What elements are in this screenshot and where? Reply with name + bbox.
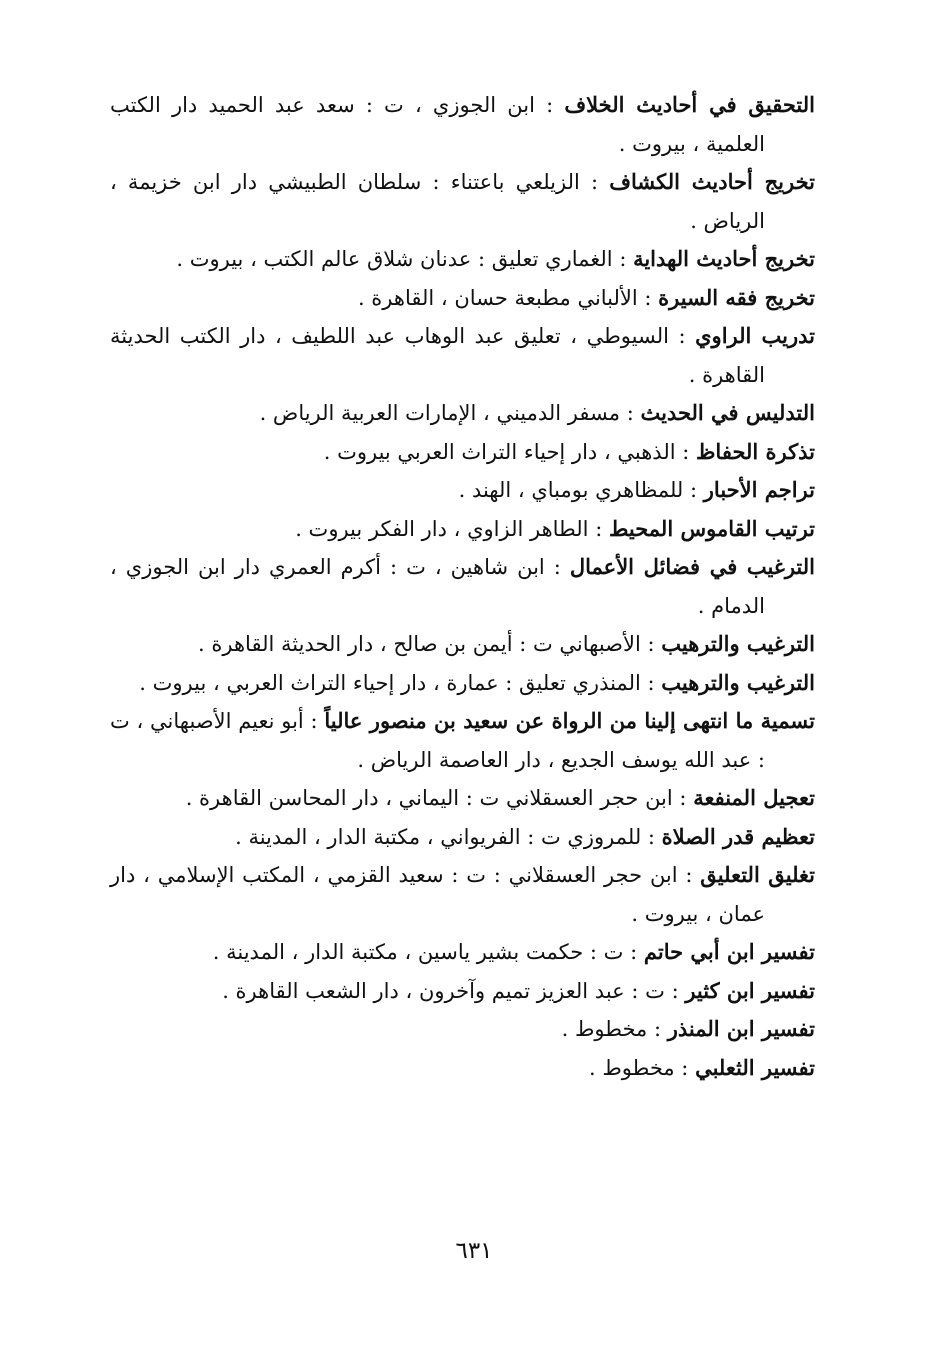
entry-title: التدليس في الحديث [640,400,815,425]
bibliography-entry [110,394,815,433]
entry-separator: : [640,670,662,695]
entry-body: السيوطي ، تعليق عبد الوهاب عبد اللطيف ، دار الكتب الحديثة القاهرة . [110,324,765,387]
bibliography-entry [110,664,815,703]
entry-title: الترغيب في فضائل الأعمال [569,554,815,579]
bibliography-entry [110,317,815,394]
bibliography-entry [110,856,815,933]
bibliography-entry [110,548,815,625]
entry-title: تدريب الراوي [695,323,815,348]
entry-separator: : [647,1017,668,1041]
entry-separator: : [641,824,662,849]
entry-title: تفسير ابن أبي حاتم [643,939,815,964]
entry-body: ابن حجر العسقلاني ت : اليماني ، دار المحاسن القاهرة . [185,786,673,810]
entry-body: للمروزي ت : الفريواني ، مكتبة الدار ، المدينة . [235,824,642,849]
entry-body: ابن شاهين ، ت : أكرم العمري دار ابن الجوزي ، الدمام . [110,555,765,618]
entry-body: ابن حجر العسقلاني : ت : سعيد القزمي ، المكتب الإسلامي ، دار عمان ، بيروت . [110,863,765,926]
entry-body: الذهبي ، دار إحياء التراث العربي بيروت . [323,439,676,464]
entry-title: تخريج أحاديث الكشاف [609,169,815,194]
entry-body: الأصبهاني ت : أيمن بن صالح ، دار الحديثة القاهرة . [198,632,641,656]
entry-body: مخطوط . [588,1055,675,1080]
entry-separator: : [675,439,696,464]
entry-body: الطاهر الزاوي ، دار الفكر بيروت . [295,516,589,541]
entry-body: ابن الجوزي ، ت : سعد عبد الحميد دار الكتب العلمية ، بيروت . [110,93,765,156]
entry-separator: : [544,555,570,579]
entry-title: تراجم الأحبار [703,477,815,502]
entry-separator: : [534,93,565,117]
entry-title: تخريج أحاديث الهداية [633,246,815,271]
entry-title: التحقيق في أحاديث الخلاف [564,92,815,117]
entry-separator: : [683,478,704,502]
entry-title: تفسير ابن المنذر [667,1016,815,1041]
entry-title: تفسير الثعلبي [695,1054,815,1080]
bibliography-entry [110,86,815,163]
entry-title: الترغيب والترهيب [661,669,815,695]
entry-body: الغماري تعليق : عدنان شلاق عالم الكتب ، بيروت . [176,247,613,271]
entry-title: ترتيب القاموس المحيط [608,515,815,541]
bibliography-entry [110,702,815,779]
bibliography-entry [110,510,815,549]
entry-title: تعجيل المنفعة [693,785,815,810]
bibliography-entry [110,625,815,664]
entry-body: ت : عبد العزيز تميم وآخرون ، دار الشعب القاهرة . [222,978,665,1003]
bibliography-entry [110,933,815,972]
entry-body: أبو نعيم الأصبهاني ، ت : عبد الله يوسف الجديع ، دار العاصمة الرياض . [110,709,765,772]
page-number: ٦٣١ [455,1238,493,1264]
entry-separator: : [672,786,694,810]
bibliography-entry [110,433,815,472]
entry-separator: : [623,940,644,964]
bibliography-entry [110,1049,815,1088]
entry-separator: : [677,863,701,887]
bibliography-entry [110,163,815,240]
entry-separator: : [588,516,609,541]
entry-title: تفسير ابن كثير [685,977,815,1003]
entry-separator: : [620,401,641,425]
entry-separator: : [579,170,610,194]
entry-title: تعظيم قدر الصلاة [661,823,815,849]
entry-separator: : [674,1055,696,1080]
bibliography-entry [110,1010,815,1049]
entry-body: الزيلعي باعتناء : سلطان الطبيشي دار ابن خزيمة ، الرياض . [110,170,765,233]
bibliography-entry [110,818,815,857]
entry-body: ت : حكمت بشير ياسين ، مكتبة الدار ، المدينة . [212,940,624,964]
entry-title: تغليق التعليق [700,862,815,887]
bibliography-entry [110,279,815,318]
entry-body: مسفر الدميني ، الإمارات العربية الرياض . [259,401,621,425]
entry-title: الترغيب والترهيب [661,631,815,656]
entry-separator: : [640,632,662,656]
entry-body: الألباني مطبعة حسان ، القاهرة . [357,285,638,310]
entry-separator: : [303,709,325,733]
entry-body: للمظاهري بومباي ، الهند . [458,478,684,502]
entry-separator: : [664,978,686,1003]
entry-separator: : [637,285,659,310]
bibliography-entry [110,779,815,818]
entry-body: المنذري تعليق : عمارة ، دار إحياء التراث العربي ، بيروت . [139,670,641,695]
entry-title: تسمية ما انتهى إلينا من الرواة عن سعيد بن منصور عالياً [324,708,815,733]
bibliography-entry [110,471,815,510]
bibliography-entry [110,972,815,1011]
entry-separator: : [612,247,634,271]
entry-separator: : [668,324,696,348]
bibliography-list [110,86,815,1087]
entry-title: تخريج فقه السيرة [658,284,815,310]
entry-body: مخطوط . [561,1017,648,1041]
bibliography-entry [110,240,815,279]
entry-title: تذكرة الحفاظ [696,438,815,464]
